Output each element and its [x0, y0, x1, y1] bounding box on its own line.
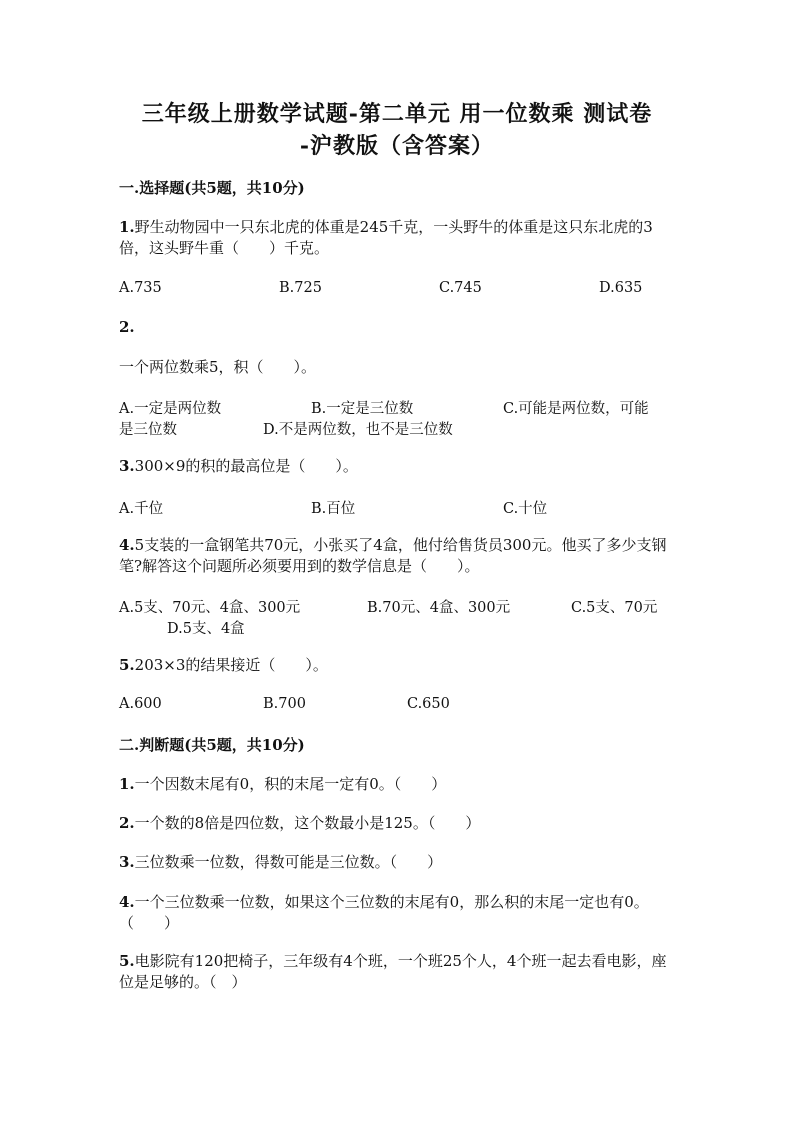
question-text: 300×9的积的最高位是（ ）。: [134, 457, 358, 475]
question-number: 2.: [119, 814, 135, 832]
question-1: [119, 217, 679, 259]
question-number: 5.: [119, 952, 135, 970]
question-2-number: [119, 317, 679, 338]
judgment-3: [119, 852, 679, 873]
section-heading-choice: 一.选择题(共5题，共10分): [119, 179, 305, 197]
question-text: 一个因数末尾有0，积的末尾一定有0。（ ）: [134, 775, 447, 793]
question-number: 2.: [119, 318, 135, 336]
option-b: B.725: [279, 280, 322, 296]
question-5: [119, 655, 679, 676]
question-text: 一个数的8倍是四位数，这个数最小是125。（ ）: [134, 814, 481, 832]
option-d: D.不是两位数，也不是三位数: [263, 422, 453, 438]
question-number: 1.: [119, 218, 135, 236]
title-line-2: -沪教版（含答案）: [299, 133, 495, 159]
judgment-1: [119, 774, 679, 795]
option-c: C.745: [439, 280, 482, 296]
question-number: 3.: [119, 457, 135, 475]
option-b: B.70元、4盒、300元: [367, 600, 511, 616]
question-number: 4.: [119, 536, 135, 554]
judgment-4: [119, 892, 679, 934]
option-c: C.十位: [503, 501, 548, 517]
question-text: 203×3的结果接近（ ）。: [134, 656, 328, 674]
option-b: B.百位: [311, 501, 356, 517]
question-4: [119, 535, 679, 577]
option-a: A.5支、70元、4盒、300元: [119, 600, 301, 616]
question-text: 一个三位数乘一位数，如果这个三位数的末尾有0，那么积的末尾一定也有0。（ ）: [119, 893, 649, 932]
option-d: D.5支、4盒: [167, 621, 245, 637]
question-text: 5支装的一盒钢笔共70元，小张买了4盒，他付给售货员300元。他买了多少支钢笔?解答这个问题所必须要用到的数学信息是（ ）。: [119, 536, 667, 575]
question-number: 4.: [119, 893, 135, 911]
section-heading-judgment: 二.判断题(共5题，共10分): [119, 736, 305, 754]
question-text: 野生动物园中一只东北虎的体重是245千克，一头野牛的体重是这只东北虎的3倍，这头野牛重（ ）千克。: [119, 218, 653, 257]
option-c: C.650: [407, 696, 450, 712]
option-c-continued: 是三位数: [119, 422, 177, 438]
judgment-5: [119, 951, 679, 993]
option-b: B.700: [263, 696, 306, 712]
option-c: C.可能是两位数，可能: [503, 401, 649, 417]
option-d: D.635: [599, 280, 643, 296]
option-a: A.一定是两位数: [119, 401, 222, 417]
question-3: [119, 456, 679, 477]
option-b: B.一定是三位数: [311, 401, 414, 417]
question-text: 电影院有120把椅子，三年级有4个班，一个班25个人，4个班一起去看电影，座位是足够的。（ ）: [119, 952, 667, 991]
option-a: A.600: [119, 696, 162, 712]
question-number: 5.: [119, 656, 135, 674]
option-a: A.735: [119, 280, 162, 296]
title-line-1: 三年级上册数学试题-第二单元 用一位数乘 测试卷: [141, 101, 653, 127]
question-2: 一个两位数乘5，积（ ）。: [119, 358, 317, 376]
judgment-2: [119, 813, 679, 834]
question-number: 3.: [119, 853, 135, 871]
question-number: 1.: [119, 775, 135, 793]
option-a: A.千位: [119, 501, 164, 517]
page-title: [60, 98, 734, 162]
option-c: C.5支、70元: [571, 600, 658, 616]
question-text: 三位数乘一位数，得数可能是三位数。（ ）: [134, 853, 443, 871]
